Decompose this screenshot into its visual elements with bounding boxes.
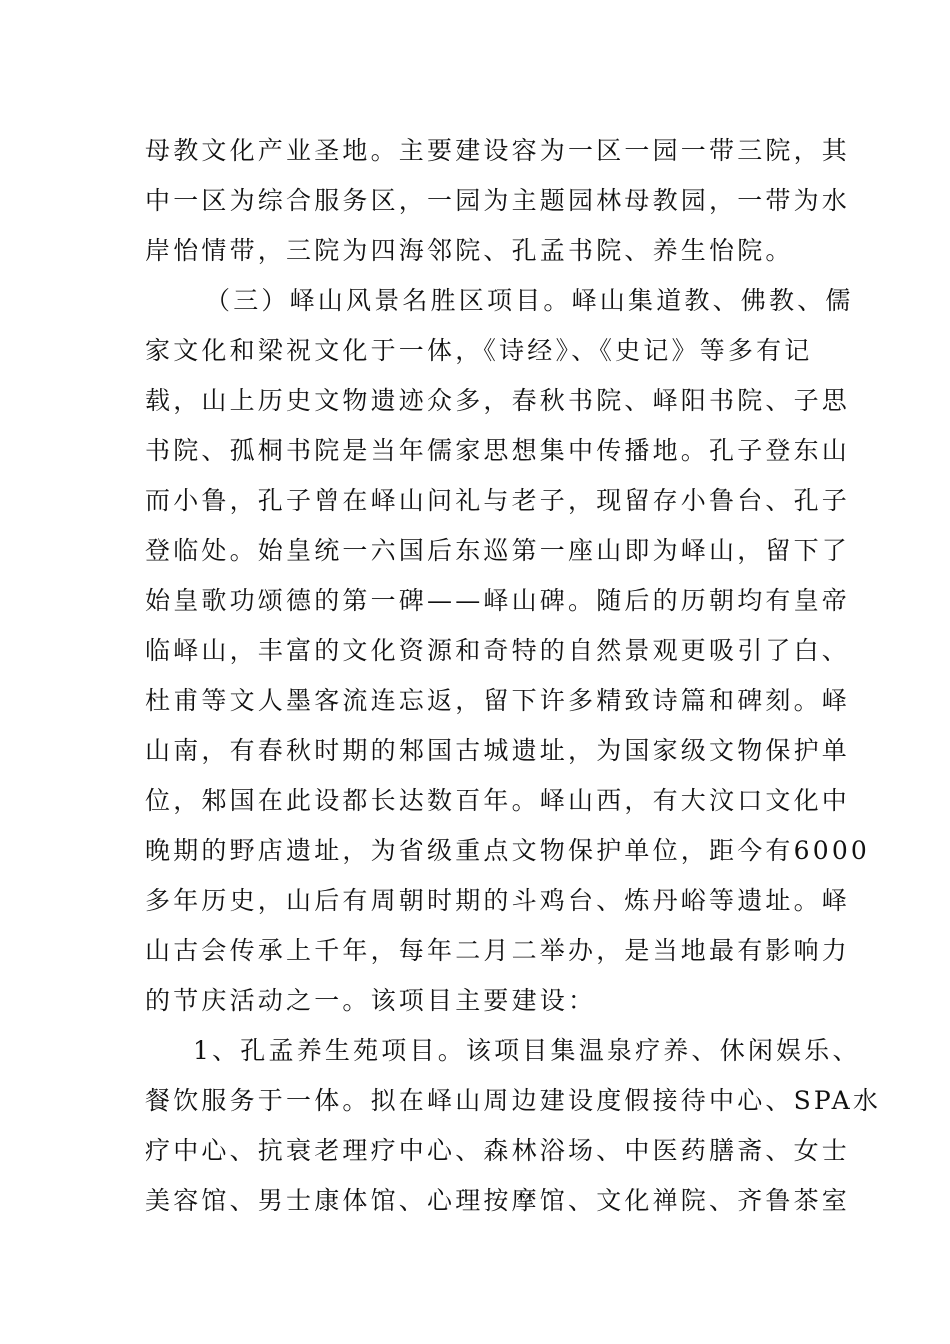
- text-line: 的节庆活动之一。该项目主要建设：: [145, 986, 597, 1015]
- text-line: 而小鲁，孔子曾在峄山问礼与老子，现留存小鲁台、孔子: [145, 486, 851, 515]
- text-line: 美容馆、男士康体馆、心理按摩馆、文化禅院、齐鲁茶室: [145, 1186, 851, 1215]
- text-line: 中一区为综合服务区，一园为主题园林母教园，一带为水: [145, 186, 851, 215]
- section-heading-line: （三）峄山风景名胜区项目。峄山集道教、佛教、儒: [205, 286, 854, 315]
- text-line: 始皇歌功颂德的第一碑——峄山碑。随后的历朝均有皇帝: [145, 586, 851, 615]
- text-line: 杜甫等文人墨客流连忘返，留下许多精致诗篇和碑刻。峄: [145, 686, 851, 715]
- text-line: 位，邾国在此设都长达数百年。峄山西，有大汶口文化中: [145, 786, 851, 815]
- text-line: 载，山上历史文物遗迹众多，春秋书院、峄阳书院、子思: [145, 386, 851, 415]
- text-line: 岸怡情带，三院为四海邻院、孔孟书院、养生怡院。: [145, 236, 794, 265]
- text-line: 母教文化产业圣地。主要建设容为一区一园一带三院，其: [145, 136, 851, 165]
- text-line: 山古会传承上千年，每年二月二举办，是当地最有影响力: [145, 936, 851, 965]
- text-line: 餐饮服务于一体。拟在峄山周边建设度假接待中心、SPA水: [145, 1086, 882, 1115]
- text-line: 山南，有春秋时期的邾国古城遗址，为国家级文物保护单: [145, 736, 851, 765]
- text-line: 晚期的野店遗址，为省级重点文物保护单位，距今有6000: [145, 836, 871, 865]
- text-line: 登临处。始皇统一六国后东巡第一座山即为峄山，留下了: [145, 536, 851, 565]
- text-line: 家文化和梁祝文化于一体，《诗经》、《史记》等多有记: [145, 336, 813, 365]
- list-item-line: 1、孔孟养生苑项目。该项目集温泉疗养、休闲娱乐、: [193, 1036, 861, 1065]
- text-line: 书院、孤桐书院是当年儒家思想集中传播地。孔子登东山: [145, 436, 851, 465]
- text-line: 多年历史，山后有周朝时期的斗鸡台、炼丹峪等遗址。峄: [145, 886, 851, 915]
- text-line: 疗中心、抗衰老理疗中心、森林浴场、中医药膳斋、女士: [145, 1136, 851, 1165]
- text-line: 临峄山，丰富的文化资源和奇特的自然景观更吸引了白、: [145, 636, 851, 665]
